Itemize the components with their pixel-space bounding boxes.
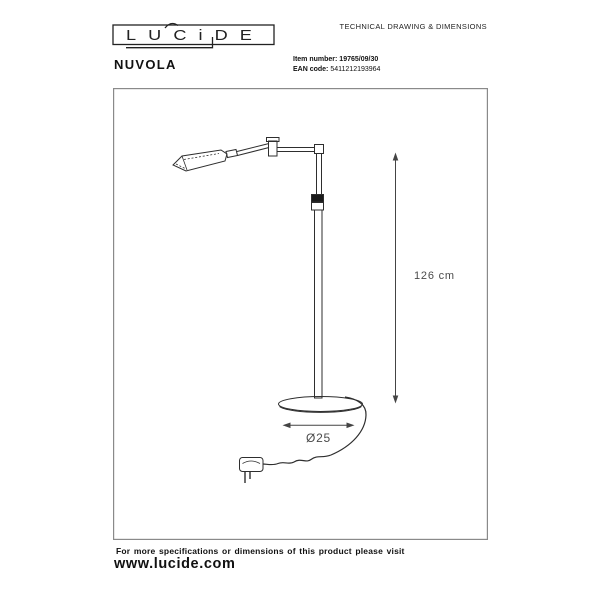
ean-label: EAN code:	[293, 66, 329, 73]
doc-type-label: TECHNICAL DRAWING & DIMENSIONS	[339, 22, 487, 31]
lamp-base	[279, 397, 363, 413]
lamp-arm-horizontal	[277, 148, 315, 152]
dimension-height	[393, 153, 455, 404]
page-title: NUVOLA	[114, 57, 177, 72]
lucide-logo	[112, 21, 278, 56]
drawing-frame	[114, 89, 488, 540]
arrow-left-icon	[283, 423, 291, 429]
arrow-up-icon	[393, 153, 399, 161]
lamp-pole-lower	[315, 210, 323, 398]
product-meta	[293, 55, 380, 75]
lamp-shade	[173, 150, 227, 171]
footer-note: For more specifications or dimensions of this product please visit	[116, 546, 405, 556]
website-url: www.lucide.com	[114, 556, 236, 572]
arm-swivel-joint	[267, 138, 280, 157]
ean-row	[293, 65, 380, 75]
logo-text: LUCiDE	[126, 27, 264, 44]
item-number-row	[293, 55, 380, 65]
lamp-arm-angled	[237, 144, 269, 156]
lucide-logo-graphic	[112, 21, 278, 51]
dimension-height-label: 126 cm	[414, 270, 455, 282]
arrow-right-icon	[347, 423, 355, 429]
dimension-diameter-label: Ø25	[305, 431, 332, 445]
power-plug	[240, 458, 264, 484]
ean-value: 5411212193964	[330, 66, 381, 73]
shade-connector	[226, 150, 238, 158]
item-number-label: Item number:	[293, 56, 338, 63]
item-number-value: 19765/09/30	[339, 56, 379, 63]
technical-drawing	[113, 88, 488, 540]
elbow-joint	[315, 145, 324, 154]
lamp-pole-upper	[317, 154, 322, 195]
power-switch	[312, 195, 324, 211]
arrow-down-icon	[393, 396, 399, 404]
dimension-diameter	[283, 423, 355, 446]
lamp-drawing	[173, 138, 366, 484]
